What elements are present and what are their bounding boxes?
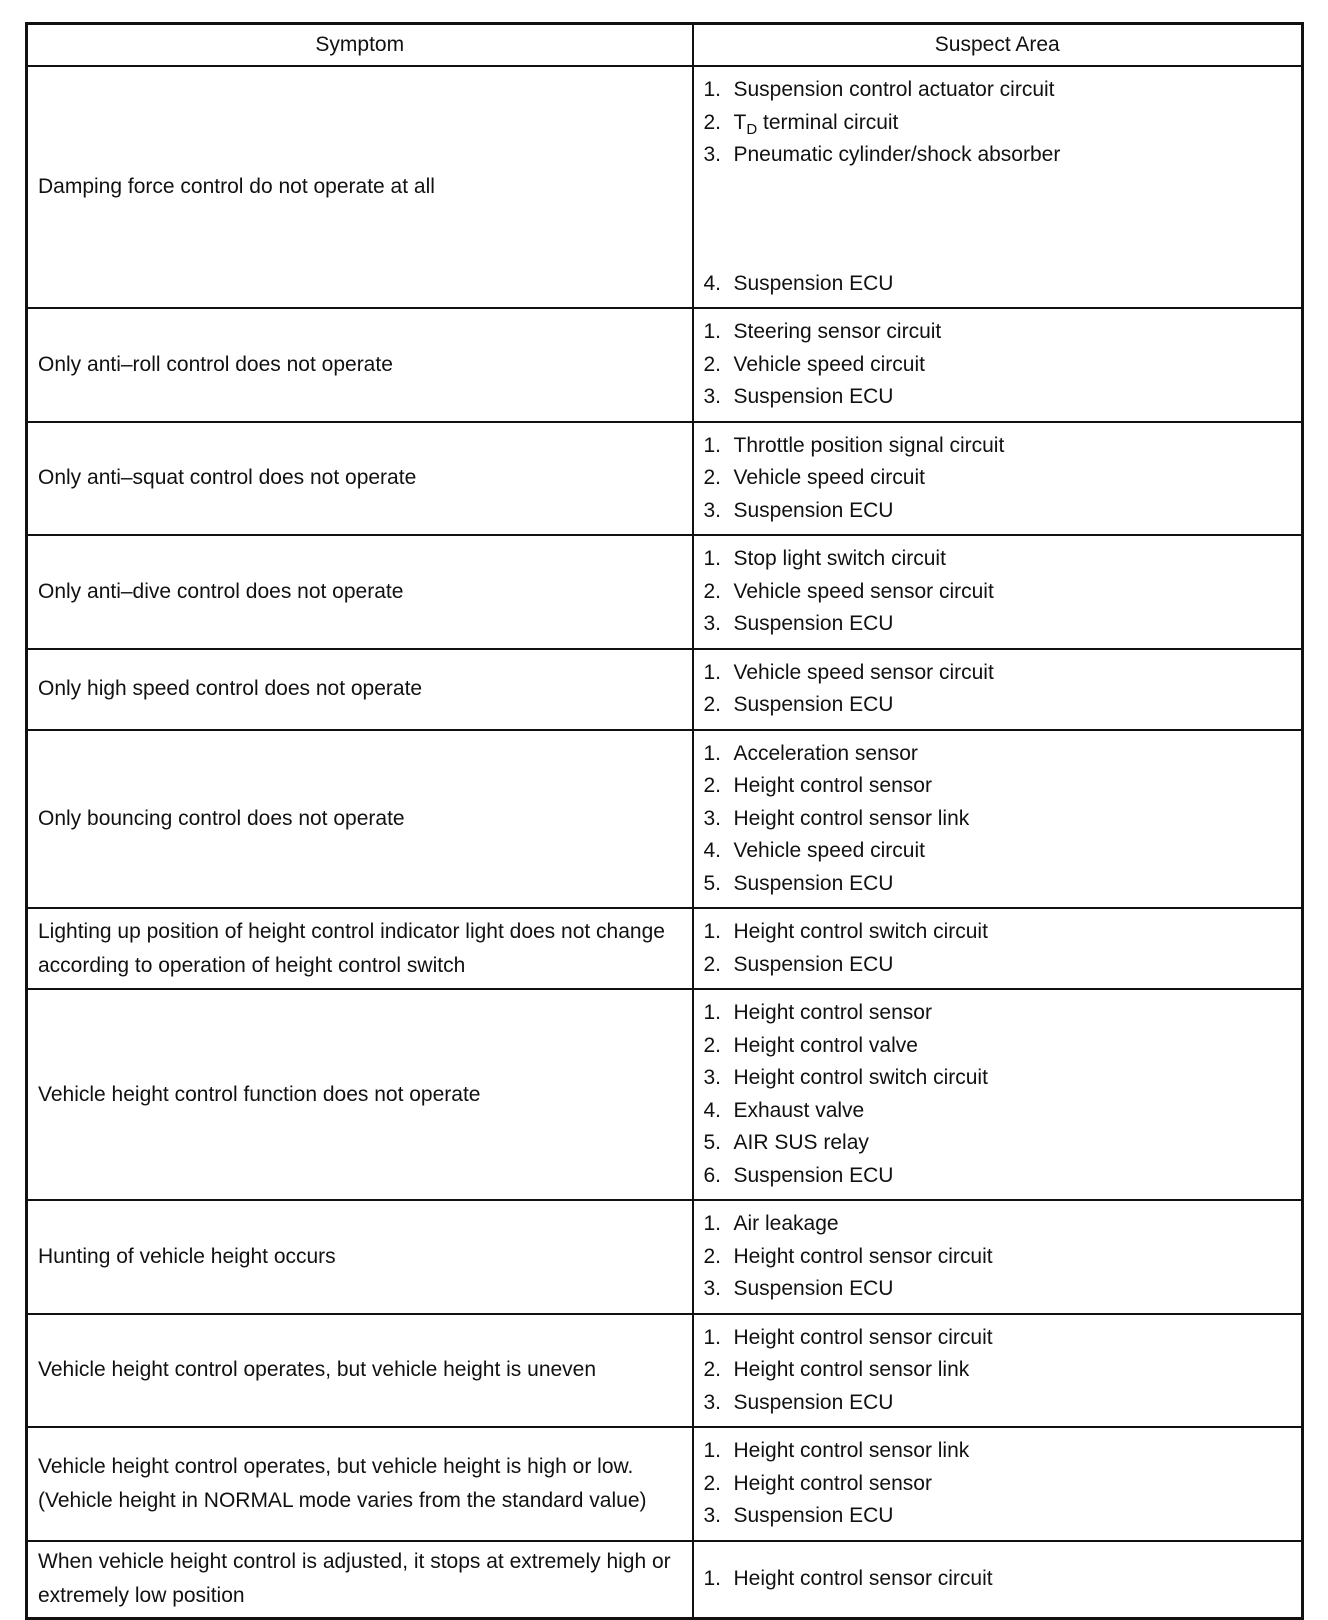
suspect-area-text: Height control sensor circuit (733, 1567, 993, 1590)
suspect-area-text: Height control sensor circuit (733, 1325, 993, 1349)
suspect-area-list (704, 543, 1302, 641)
item-number: 2. (703, 952, 722, 976)
table-row (27, 649, 1303, 730)
suspect-area-text: Suspension ECU (733, 612, 894, 635)
item-number: 1. (703, 1001, 722, 1024)
suspect-area-item (704, 1208, 1302, 1241)
symptom-cell (27, 535, 693, 649)
symptom-cell (27, 908, 693, 989)
suspect-area-item (704, 689, 1302, 722)
suspect-area-list (704, 657, 1302, 722)
table-row (27, 1427, 1303, 1541)
suspect-area-item (704, 1435, 1302, 1468)
item-number: 1. (703, 1325, 722, 1349)
item-number: 2. (703, 466, 722, 489)
suspect-area-item (704, 349, 1302, 382)
suspect-area-cell (693, 908, 1303, 989)
suspect-area-item (704, 74, 1302, 107)
suspect-area-list (704, 1322, 1302, 1420)
suspect-area-text: Stop light switch circuit (733, 547, 946, 570)
suspect-area-text: Vehicle speed circuit (733, 839, 925, 862)
item-number: 1. (703, 741, 722, 765)
suspect-area-item (704, 1500, 1302, 1533)
item-number: 3. (703, 385, 722, 408)
suspect-area-text: Suspension ECU (733, 952, 894, 976)
table-row (27, 1200, 1303, 1314)
suspect-area-cell (693, 730, 1303, 909)
suspect-area-text: Height control switch circuit (733, 1066, 988, 1089)
suspect-area-text: Height control sensor circuit (733, 1244, 993, 1268)
suspect-area-item (704, 1062, 1302, 1095)
symptom-text: Only anti–dive control does not operate (38, 579, 404, 603)
suspect-area-cell (693, 1541, 1303, 1619)
suspect-area-text: Air leakage (733, 1212, 839, 1235)
item-number: 1. (703, 78, 722, 101)
table-row (27, 1541, 1303, 1619)
suspect-area-cell (693, 1314, 1303, 1428)
item-number: 4. (703, 839, 722, 862)
suspect-area-list (704, 738, 1302, 901)
suspect-area-text: Height control sensor link (733, 806, 970, 830)
item-number: 2. (703, 1358, 722, 1381)
suspect-area-item (704, 1322, 1302, 1355)
symptom-cell (27, 308, 693, 422)
symptom-text: Vehicle height control function does not operate (38, 1082, 481, 1106)
suspect-area-item (704, 835, 1302, 868)
symptom-cell (27, 649, 693, 730)
suspect-area-text: Pneumatic cylinder/shock absorber (733, 143, 1061, 166)
header-suspect-area: Suspect Area (693, 24, 1303, 67)
suspect-area-text: Suspension ECU (733, 1277, 894, 1300)
symptom-text: Only anti–squat control does not operate (38, 466, 417, 490)
suspect-area-text: Height control valve (733, 1033, 918, 1057)
table-row (27, 989, 1303, 1200)
table-row (27, 422, 1303, 536)
suspect-area-text: Height control switch circuit (733, 920, 988, 943)
item-number: 2. (703, 774, 722, 797)
header-symptom: Symptom (27, 24, 693, 67)
item-number: 1. (703, 547, 722, 570)
suspect-area-text: Acceleration sensor (733, 741, 918, 765)
suspect-area-text (734, 107, 899, 140)
suspect-area-cell (693, 535, 1303, 649)
suspect-area-item (704, 1030, 1302, 1063)
suspect-area-text: Suspension ECU (733, 271, 894, 295)
suspect-area-item (704, 1563, 1302, 1596)
symptom-text: Hunting of vehicle height occurs (38, 1244, 336, 1268)
symptom-text: When vehicle height control is adjusted, it stops at extremely high or extremely low position (38, 1550, 671, 1608)
suspect-area-cell (693, 1200, 1303, 1314)
item-number: 4. (703, 1098, 722, 1122)
suspect-area-item (704, 1095, 1302, 1128)
suspect-area-cell (693, 66, 1303, 308)
suspect-area-text: Vehicle speed circuit (733, 466, 925, 489)
item-number: 1. (703, 1212, 722, 1235)
suspect-area-text: Vehicle speed circuit (733, 352, 925, 376)
item-number: 3. (703, 1066, 722, 1089)
suspect-area-text: Vehicle speed sensor circuit (733, 660, 994, 684)
suspect-area-text: Suspension ECU (733, 1390, 894, 1414)
symptom-text: Only bouncing control does not operate (38, 806, 405, 830)
suspect-area-item (704, 576, 1302, 609)
suspect-area-text: Exhaust valve (733, 1098, 865, 1122)
table-body (27, 66, 1303, 1619)
suspect-area-list (704, 1208, 1302, 1306)
header-row (27, 24, 1303, 67)
item-number: 3. (703, 1390, 722, 1414)
suspect-area-item (704, 657, 1302, 690)
item-number: 3. (703, 612, 722, 635)
table-row (27, 535, 1303, 649)
suspect-area-list (704, 74, 1302, 300)
suspect-area-list (704, 916, 1302, 981)
symptom-text: Lighting up position of height control indicator light does not change according to operation of height control switch (38, 919, 665, 977)
suspect-area-item (704, 1387, 1302, 1420)
suspect-area-item (704, 495, 1302, 528)
suspect-area-item (704, 997, 1302, 1030)
symptom-text: Vehicle height control operates, but vehicle height is uneven (38, 1358, 597, 1382)
suspect-area-list (704, 430, 1302, 528)
item-number: 3. (703, 1277, 722, 1300)
symptom-text: Damping force control do not operate at all (38, 175, 435, 198)
td-terminal-subscript: D (746, 120, 758, 138)
suspect-area-text: Suspension ECU (733, 498, 894, 522)
td-terminal-letter: T (733, 110, 747, 134)
suspect-area-item (704, 738, 1302, 771)
suspect-area-item (704, 868, 1302, 901)
item-number: 1. (703, 660, 722, 684)
suspect-area-cell (693, 989, 1303, 1200)
suspect-area-item (704, 462, 1302, 495)
suspect-area-cell (693, 649, 1303, 730)
symptom-cell (27, 422, 693, 536)
suspect-area-list (704, 1435, 1302, 1533)
item-number: 4. (703, 271, 722, 295)
symptom-cell (27, 66, 693, 308)
item-number: 5. (703, 1131, 722, 1154)
suspect-area-item (704, 1127, 1302, 1160)
suspect-area-text: Suspension ECU (733, 693, 894, 716)
td-terminal-label: terminal circuit (763, 110, 899, 134)
item-number: 5. (703, 871, 722, 895)
suspect-area-item (704, 381, 1302, 414)
symptom-cell (27, 1427, 693, 1541)
suspect-area-item (704, 107, 1302, 140)
suspect-area-item (704, 770, 1302, 803)
suspect-area-list (704, 997, 1302, 1192)
suspect-area-item (704, 139, 1302, 172)
table-row (27, 66, 1303, 308)
item-number: 3. (703, 498, 722, 522)
suspect-area-item (704, 430, 1302, 463)
item-number: 1. (703, 320, 722, 343)
suspect-area-cell (693, 1427, 1303, 1541)
suspect-area-cell (693, 422, 1303, 536)
suspect-area-item (704, 1354, 1302, 1387)
table-row (27, 908, 1303, 989)
suspect-area-text: Height control sensor (733, 1001, 932, 1024)
item-number: 1. (703, 920, 722, 943)
suspect-area-text: Steering sensor circuit (733, 320, 942, 343)
suspect-area-text: AIR SUS relay (733, 1131, 869, 1154)
suspect-area-text: Suspension control actuator circuit (733, 78, 1055, 101)
item-number: 1. (703, 1439, 722, 1462)
symptom-cell (27, 989, 693, 1200)
item-number: 2. (703, 110, 722, 134)
suspect-area-item (704, 268, 1302, 301)
table-row (27, 308, 1303, 422)
suspect-area-item (704, 1241, 1302, 1274)
suspect-area-item (704, 1468, 1302, 1501)
item-number: 2. (703, 352, 722, 376)
symptom-cell (27, 730, 693, 909)
suspect-area-item (704, 1273, 1302, 1306)
item-number: 2. (703, 1244, 722, 1268)
item-number: 2. (703, 693, 722, 716)
suspect-area-text: Height control sensor (733, 1471, 932, 1495)
item-number: 3. (703, 806, 722, 830)
suspect-area-text: Height control sensor link (733, 1358, 970, 1381)
suspect-area-text: Suspension ECU (733, 1163, 894, 1187)
suspect-area-text: Height control sensor link (733, 1439, 970, 1462)
suspect-area-item (704, 803, 1302, 836)
table-header (27, 24, 1303, 67)
suspect-area-text: Vehicle speed sensor circuit (733, 579, 994, 603)
suspect-area-list (704, 316, 1302, 414)
table-row (27, 730, 1303, 909)
symptom-text: Vehicle height control operates, but vehicle height is high or low. (Vehicle height in NORMAL mode varies from the standard value) (38, 1454, 647, 1512)
symptom-text: Only high speed control does not operate (38, 677, 423, 700)
item-number: 3. (703, 143, 722, 166)
suspect-area-text: Suspension ECU (733, 871, 894, 895)
suspect-area-text: Throttle position signal circuit (733, 433, 1005, 457)
item-number: 2. (703, 1033, 722, 1057)
item-number: 6. (703, 1163, 722, 1187)
item-number: 2. (703, 1471, 722, 1495)
item-number: 1. (703, 433, 722, 457)
symptom-cell (27, 1314, 693, 1428)
suspect-area-item (704, 916, 1302, 949)
suspect-area-item (704, 949, 1302, 982)
item-number: 1. (703, 1567, 722, 1590)
troubleshooting-table (25, 22, 1304, 1620)
symptom-cell (27, 1200, 693, 1314)
suspect-area-item (704, 608, 1302, 641)
item-number: 3. (703, 1504, 722, 1527)
suspect-area-item (704, 1160, 1302, 1193)
table-row (27, 1314, 1303, 1428)
suspect-area-list (704, 1563, 1302, 1596)
suspect-area-item (704, 543, 1302, 576)
suspect-area-text: Suspension ECU (733, 385, 894, 408)
suspect-area-cell (693, 308, 1303, 422)
item-number: 2. (703, 579, 722, 603)
symptom-cell (27, 1541, 693, 1619)
symptom-text: Only anti–roll control does not operate (38, 352, 393, 376)
suspect-area-text: Height control sensor (733, 774, 932, 797)
suspect-area-item (704, 316, 1302, 349)
suspect-area-text: Suspension ECU (733, 1504, 894, 1527)
